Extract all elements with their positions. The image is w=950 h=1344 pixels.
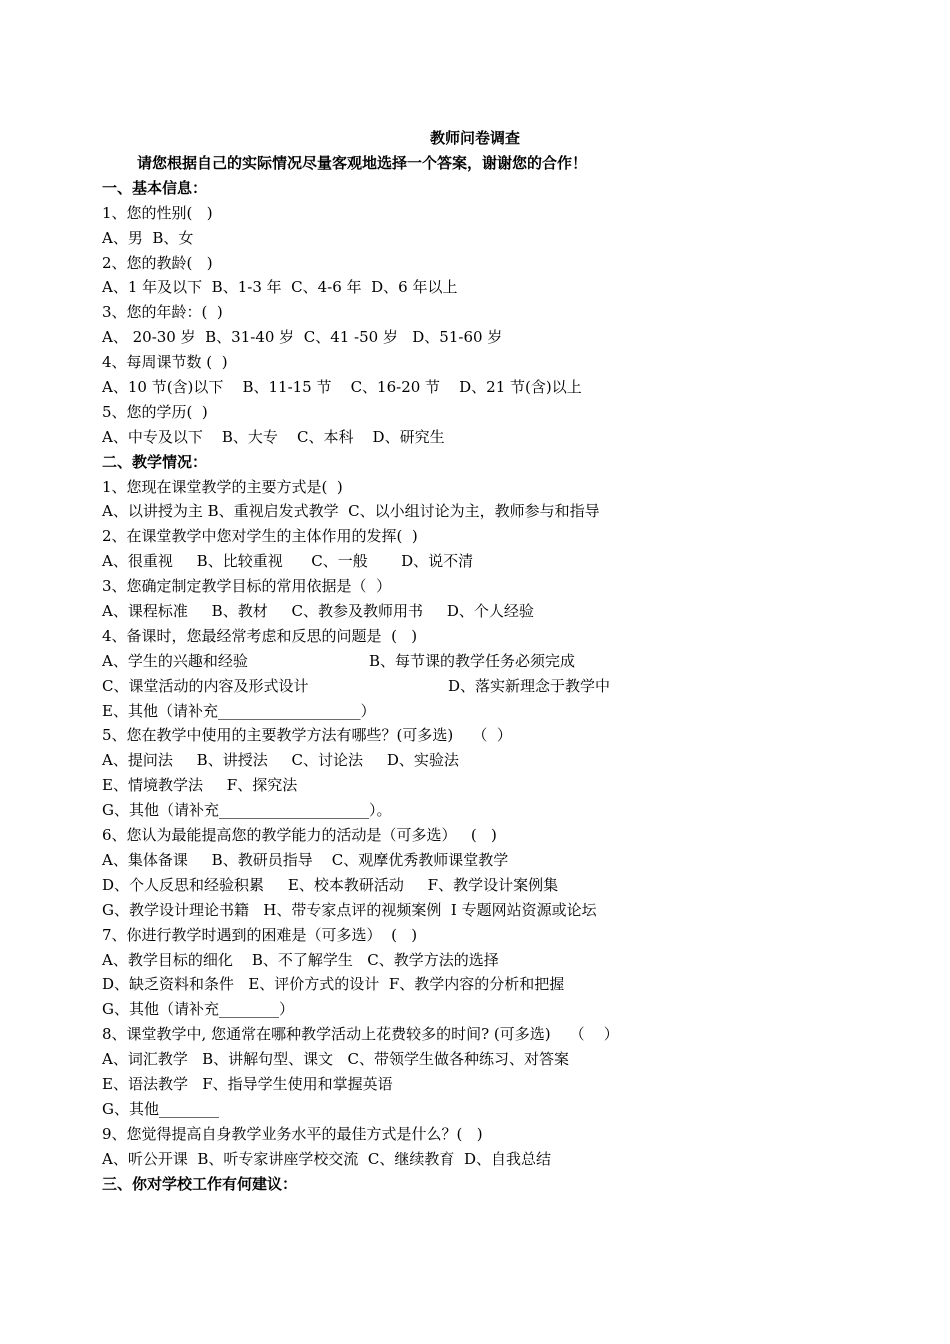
- options-time-spent-2: E、语法教学 F、指导学生使用和掌握英语: [102, 1074, 393, 1093]
- question-teaching-years: 2、您的教龄( ): [102, 253, 213, 272]
- question-objective-basis: 3、您确定制定教学目标的常用依据是（ ）: [102, 577, 392, 596]
- options-difficulties-1: A、教学目标的细化 B、不了解学生 C、教学方法的选择: [102, 950, 499, 969]
- options-teaching-methods-1: A、提问法 B、讲授法 C、讨论法 D、实验法: [102, 751, 459, 770]
- options-gender: A、男 B、女: [102, 228, 194, 247]
- option-a: A、学生的兴趣和经验: [102, 651, 248, 670]
- question-ability-activities: 6、您认为最能提高您的教学能力的活动是（可多选） ( ): [102, 826, 497, 845]
- options-time-spent-3: G、其他________: [102, 1099, 219, 1118]
- page-subtitle: 请您根据自己的实际情况尽量客观地选择一个答案，谢谢您的合作！: [137, 154, 588, 172]
- options-teaching-years: A、1 年及以下 B、1-3 年 C、4-6 年 D、6 年以上: [102, 278, 458, 297]
- options-education: A、中专及以下 B、大专 C、本科 D、研究生: [102, 427, 445, 446]
- section-heading-suggestions: 三、你对学校工作有何建议：: [102, 1174, 298, 1193]
- options-student-role: A、很重视 B、比较重视 C、一般 D、说不清: [102, 552, 474, 571]
- option-e-other: E、其他（请补充___________________）: [102, 701, 376, 720]
- question-weekly-lessons: 4、每周课节数 ( ): [102, 353, 228, 372]
- question-difficulties: 7、你进行教学时遇到的困难是（可多选） ( ): [102, 925, 418, 944]
- question-best-improvement: 9、您觉得提高自身教学业务水平的最佳方式是什么？( ): [102, 1124, 483, 1143]
- options-age: A、 20-30 岁 B、31-40 岁 C、41 -50 岁 D、51-60 岁: [102, 328, 503, 347]
- question-gender: 1、您的性别( ): [102, 203, 213, 222]
- options-difficulties-2: D、缺乏资料和条件 E、评价方式的设计 F、教学内容的分析和把握: [102, 975, 565, 994]
- options-ability-activities-1: A、集体备课 B、教研员指导 C、观摩优秀教师课堂教学: [102, 850, 509, 869]
- question-teaching-mode: 1、您现在课堂教学的主要方式是( ): [102, 477, 343, 496]
- options-teaching-methods-2: E、情境教学法 F、探究法: [102, 776, 298, 795]
- question-education: 5、您的学历( ): [102, 402, 208, 421]
- options-time-spent-1: A、词汇教学 B、讲解句型、课文 C、带领学生做各种练习、对答案: [102, 1050, 569, 1069]
- options-ability-activities-2: D、个人反思和经验积累 E、校本教研活动 F、教学设计案例集: [102, 875, 559, 894]
- option-c: C、课堂活动的内容及形式设计: [102, 676, 309, 695]
- options-lesson-prep-row2: [102, 674, 862, 699]
- options-difficulties-3: G、其他（请补充________）: [102, 1000, 294, 1019]
- question-age: 3、您的年龄：( ): [102, 303, 223, 322]
- option-d: D、落实新理念于教学中: [448, 676, 611, 695]
- options-weekly-lessons: A、10 节(含)以下 B、11-15 节 C、16-20 节 D、21 节(含)以上: [102, 378, 582, 397]
- question-teaching-methods: 5、您在教学中使用的主要教学方法有哪些？(可多选) （ ）: [102, 726, 512, 745]
- options-best-improvement: A、听公开课 B、听专家讲座学校交流 C、继续教育 D、自我总结: [102, 1149, 551, 1168]
- option-b: B、每节课的教学任务必须完成: [369, 651, 576, 670]
- options-objective-basis: A、课程标准 B、教材 C、教参及教师用书 D、个人经验: [102, 602, 534, 621]
- page-title: 教师问卷调查: [429, 129, 520, 147]
- options-lesson-prep-row1: [102, 649, 862, 674]
- document-content: [102, 125, 862, 1196]
- question-time-spent: 8、课堂教学中, 您通常在哪种教学活动上花费较多的时间? (可多选) （ ）: [102, 1025, 619, 1044]
- options-ability-activities-3: G、教学设计理论书籍 H、带专家点评的视频案例 I 专题网站资源或论坛: [102, 900, 597, 919]
- section-heading-basic-info: 一、基本信息：: [102, 178, 208, 197]
- options-teaching-methods-3: G、其他（请补充____________________）。: [102, 801, 392, 820]
- question-student-role: 2、在课堂教学中您对学生的主体作用的发挥( ): [102, 527, 418, 546]
- section-heading-teaching: 二、教学情况：: [102, 452, 208, 471]
- options-teaching-mode: A、以讲授为主 B、重视启发式教学 C、以小组讨论为主，教师参与和指导: [102, 502, 600, 521]
- question-lesson-prep: 4、备课时，您最经常考虑和反思的问题是 ( ): [102, 626, 418, 645]
